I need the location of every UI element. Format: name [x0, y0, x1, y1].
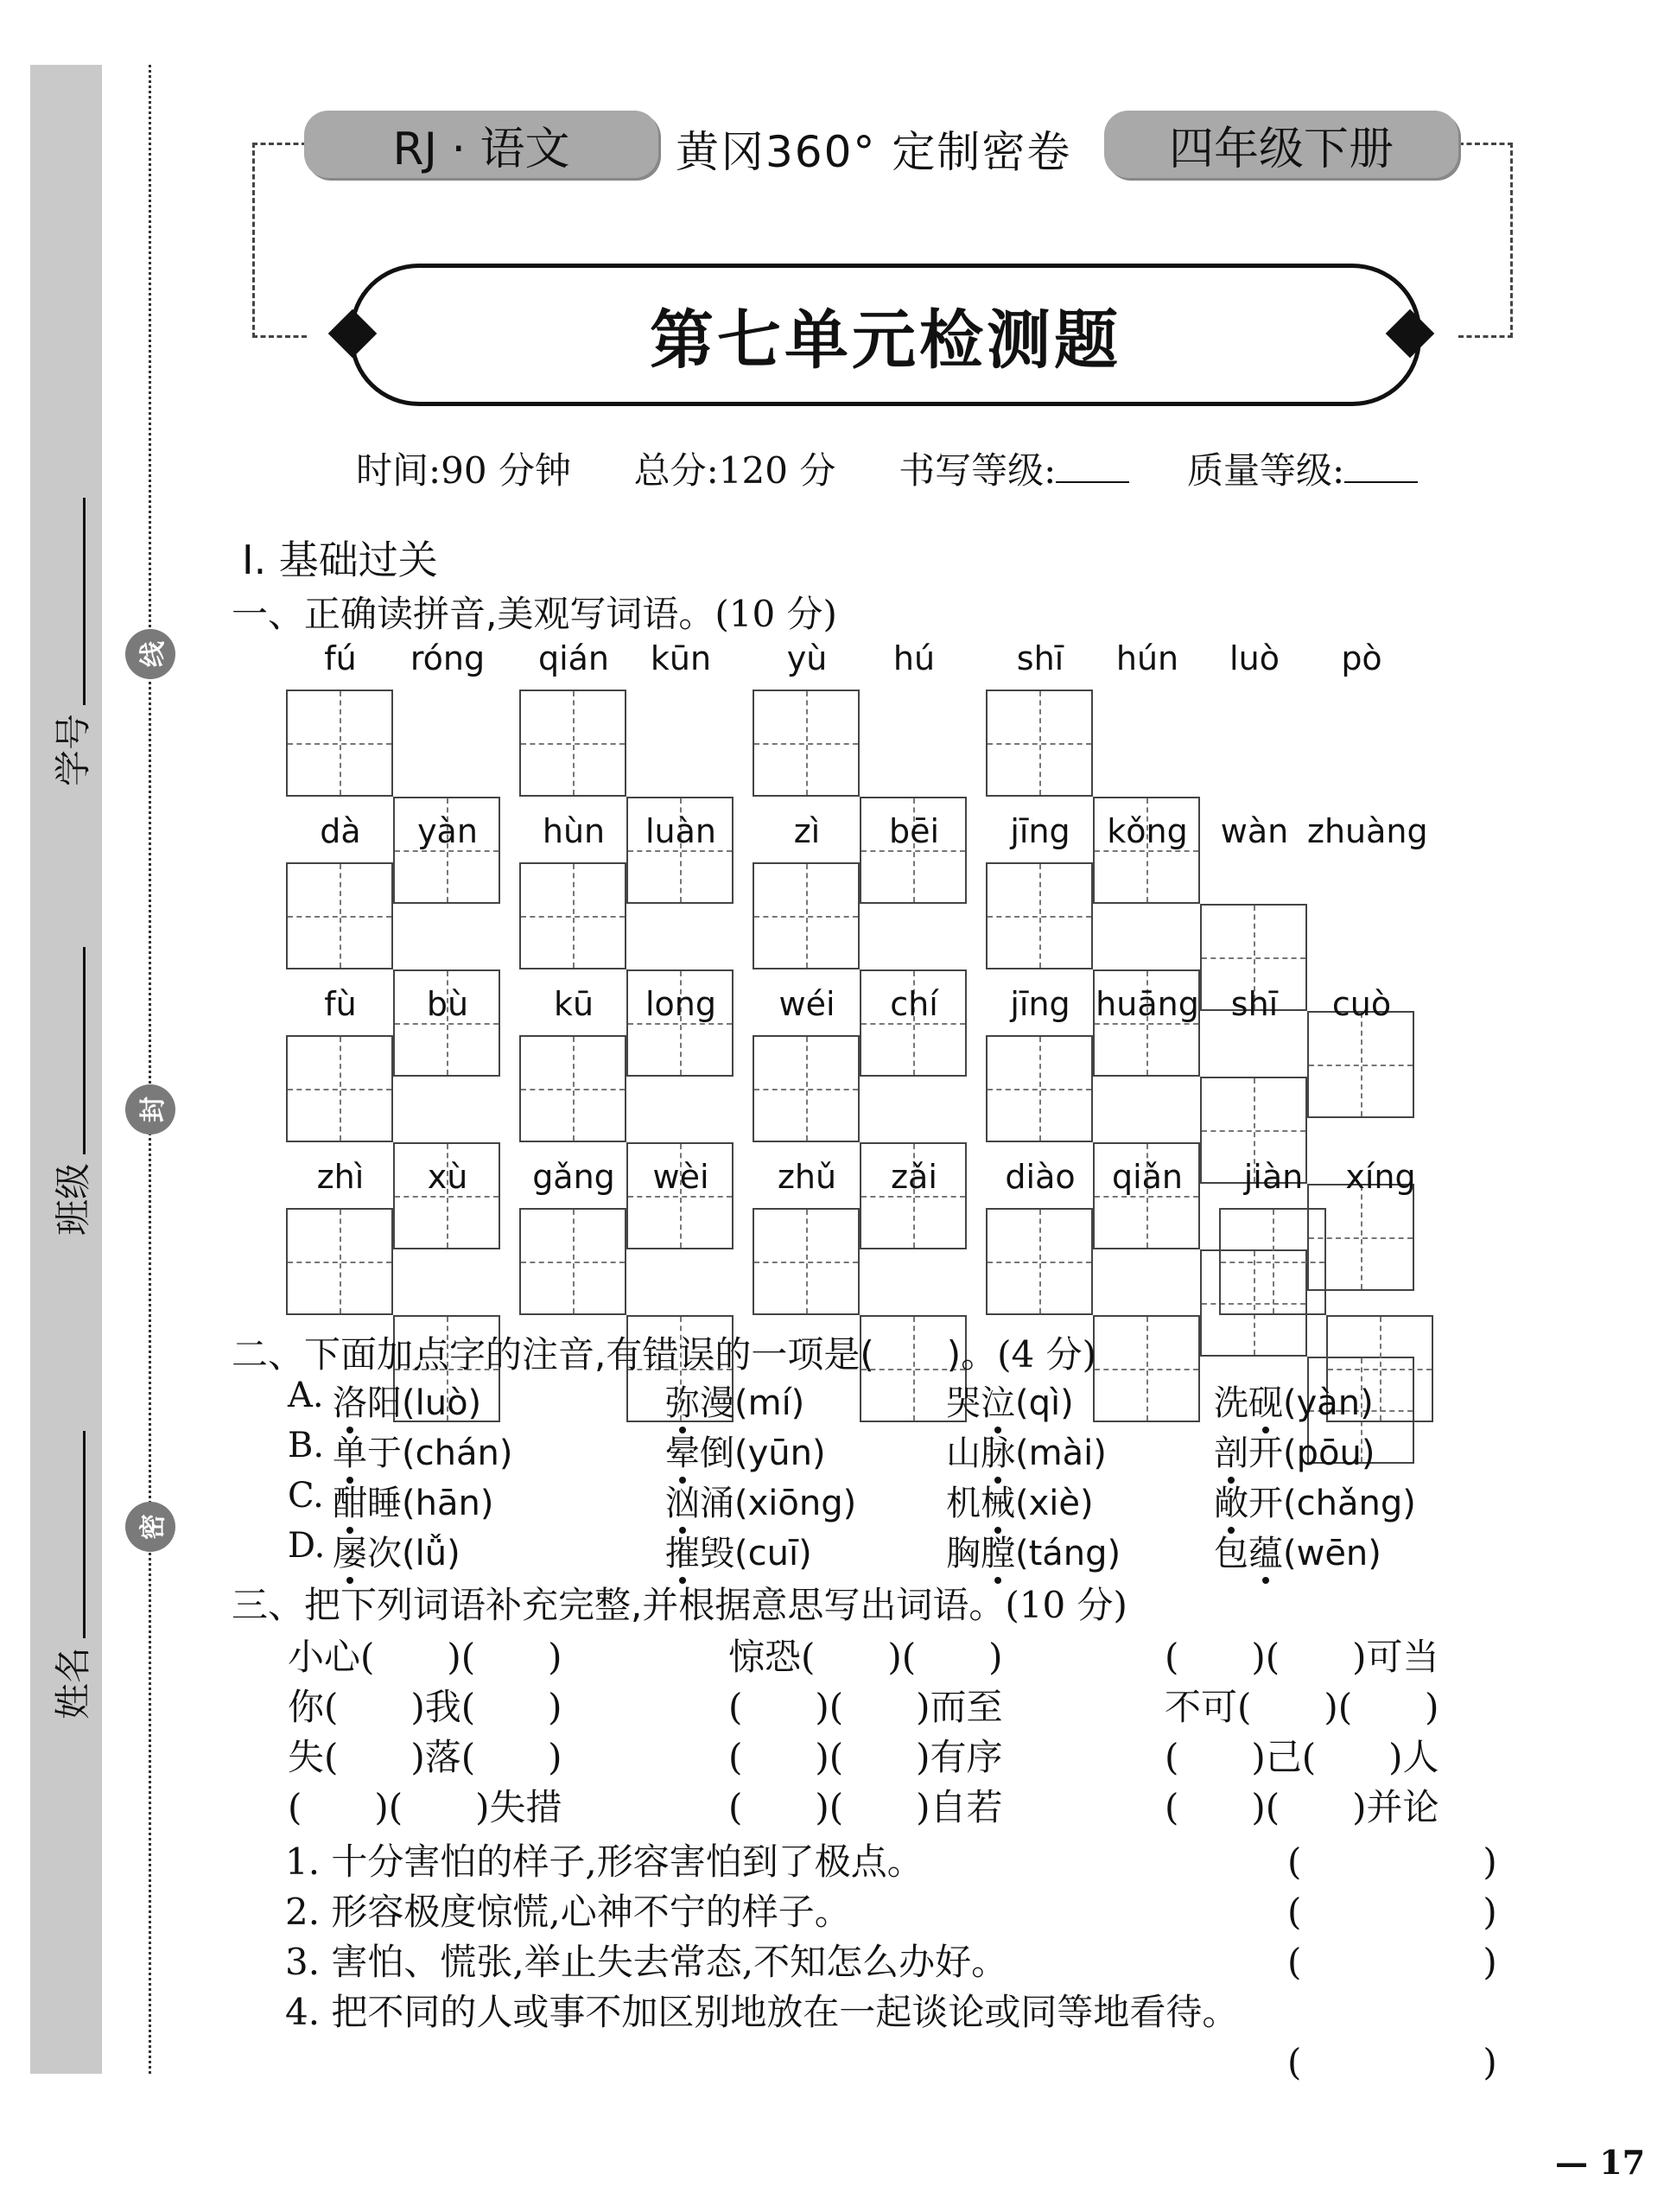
answer-blank[interactable]: ( ): [1287, 1941, 1497, 1983]
seal-line-badge: 线: [125, 629, 175, 679]
writing-cell[interactable]: [753, 862, 860, 969]
student-number-label: 学号: [52, 713, 94, 786]
option-word: 弥漫(mí): [665, 1383, 805, 1423]
option-word: 单于(chán): [333, 1433, 513, 1473]
q3-heading: [232, 1577, 1127, 1629]
meaning-text: 1. 十分害怕的样子,形容害怕到了极点。: [285, 1840, 924, 1883]
pinyin-syllable: qiǎn: [1111, 1158, 1184, 1196]
name-label: 姓名: [52, 1646, 94, 1719]
writing-cell[interactable]: [753, 1208, 860, 1315]
pinyin-syllable: zǎi: [891, 1158, 937, 1196]
pinyin-syllable: jīng: [1010, 985, 1070, 1023]
exam-total: 总分:120 分: [633, 449, 836, 492]
option-word: 敞开(chǎng): [1214, 1484, 1416, 1523]
pinyin-syllable: shī: [1230, 985, 1279, 1023]
pinyin-syllable: kū: [553, 985, 594, 1023]
writing-cell[interactable]: [519, 1208, 626, 1315]
q2-score: (4 分): [997, 1333, 1096, 1376]
class-label: 班级: [52, 1162, 94, 1236]
idiom-blank[interactable]: ( )( )失措: [288, 1786, 562, 1828]
writing-cell[interactable]: [1219, 1208, 1326, 1315]
pinyin-syllable: wàn: [1220, 812, 1289, 850]
writing-cell[interactable]: [286, 1035, 393, 1142]
writing-cell[interactable]: [286, 862, 393, 969]
page-number: — 17: [1555, 2143, 1646, 2182]
pinyin-syllable: chí: [890, 985, 938, 1023]
pinyin-syllable: cuò: [1331, 985, 1392, 1023]
pinyin-syllable: fú: [324, 639, 357, 677]
idiom-blank[interactable]: ( )( )并论: [1165, 1786, 1439, 1828]
pinyin-syllable: róng: [410, 639, 486, 677]
option-word: 洗砚(yàn): [1214, 1383, 1374, 1423]
writing-cell[interactable]: [1093, 1315, 1200, 1422]
option-label[interactable]: C.: [288, 1476, 324, 1516]
pinyin-syllable: luàn: [645, 812, 716, 850]
writing-cell[interactable]: [519, 1035, 626, 1142]
class-field: [45, 947, 97, 1236]
name-input[interactable]: [57, 1431, 86, 1638]
pinyin-syllable: pò: [1341, 639, 1382, 677]
name-field: [45, 1431, 97, 1719]
q2-heading: [232, 1326, 1096, 1378]
student-number-input[interactable]: [57, 498, 86, 705]
q1-score: (10 分): [715, 593, 837, 635]
pinyin-syllable: jiàn: [1243, 1158, 1304, 1196]
idiom-blank[interactable]: 失( )落( ): [288, 1736, 562, 1778]
pinyin-syllable: dà: [320, 812, 361, 850]
idiom-blank[interactable]: ( )( )可当: [1165, 1636, 1439, 1678]
title-banner: [350, 264, 1421, 406]
answer-blank[interactable]: ( ): [1287, 1891, 1497, 1933]
pinyin-syllable: wéi: [778, 985, 835, 1023]
writing-cell[interactable]: [753, 690, 860, 797]
idiom-blank[interactable]: 小心( )( ): [288, 1636, 562, 1678]
seal-secret-badge: 密: [125, 1502, 175, 1552]
option-word: 哭泣(qì): [946, 1383, 1074, 1423]
option-word: 胸膛(táng): [946, 1534, 1121, 1573]
pinyin-syllable: xù: [427, 1158, 468, 1196]
option-word: 汹涌(xiōng): [665, 1484, 857, 1523]
option-word: 酣睡(hān): [333, 1484, 494, 1523]
writing-cell[interactable]: [986, 1208, 1093, 1315]
idiom-blank[interactable]: 惊恐( )( ): [728, 1636, 1003, 1678]
pinyin-syllable: huāng: [1096, 985, 1199, 1023]
pinyin-syllable: kǒng: [1107, 812, 1188, 850]
writing-cell[interactable]: [986, 1035, 1093, 1142]
option-word: 屡次(lǚ): [333, 1534, 460, 1573]
writing-cell[interactable]: [986, 690, 1093, 797]
pinyin-syllable: zì: [793, 812, 821, 850]
pinyin-syllable: hú: [892, 639, 936, 677]
pinyin-syllable: yàn: [417, 812, 478, 850]
writing-cell[interactable]: [286, 1208, 393, 1315]
writing-cell[interactable]: [986, 862, 1093, 969]
pinyin-syllable: fù: [324, 985, 357, 1023]
quality-grade-blank[interactable]: [1344, 455, 1418, 483]
idiom-blank[interactable]: ( )( )而至: [728, 1686, 1003, 1728]
student-number-field: [45, 498, 97, 786]
writing-grade-blank[interactable]: [1056, 455, 1129, 483]
seal-seal-badge: 封: [125, 1084, 175, 1135]
pinyin-syllable: bēi: [888, 812, 940, 850]
meaning-text: 4. 把不同的人或事不加区别地放在一起谈论或同等地看待。: [285, 1991, 1239, 2033]
grade-pill: 四年级下册: [1104, 111, 1458, 178]
pinyin-syllable: luò: [1229, 639, 1280, 677]
option-word: 摧毁(cuī): [665, 1534, 812, 1573]
option-word: 剖开(pōu): [1214, 1433, 1375, 1473]
quality-grade-label: 质量等级:: [1186, 449, 1345, 492]
writing-grade-label: 书写等级:: [899, 449, 1057, 492]
header-dash-right: [1458, 143, 1513, 338]
pinyin-syllable: bù: [426, 985, 469, 1023]
option-word: 机械(xiè): [946, 1484, 1094, 1523]
meaning-text: 3. 害怕、慌张,举止失去常态,不知怎么办好。: [285, 1941, 1008, 1983]
pinyin-syllable: hún: [1115, 639, 1179, 677]
idiom-blank[interactable]: 不可( )( ): [1165, 1686, 1439, 1728]
page-title: 第七单元检测题: [650, 302, 1121, 378]
exam-info: [356, 442, 1418, 494]
pinyin-syllable: shī: [1016, 639, 1064, 677]
option-label[interactable]: D.: [288, 1526, 326, 1566]
option-label[interactable]: A.: [288, 1376, 324, 1415]
header-dash-left: [252, 143, 307, 338]
exam-time: 时间:90 分钟: [356, 449, 571, 492]
q1-title: 一、正确读拼音,美观写词语。: [232, 593, 715, 635]
meaning-text: 2. 形容极度惊慌,心神不宁的样子。: [285, 1891, 851, 1933]
writing-cell[interactable]: [753, 1035, 860, 1142]
q3-score: (10 分): [1005, 1584, 1127, 1626]
option-word: 山脉(mài): [946, 1433, 1107, 1473]
pinyin-syllable: zhuàng: [1307, 812, 1428, 850]
q1-heading: [232, 586, 837, 638]
q2-title: 二、下面加点字的注音,有错误的一项是( )。: [232, 1333, 998, 1376]
writing-cell[interactable]: [519, 690, 626, 797]
option-label[interactable]: B.: [288, 1426, 325, 1465]
answer-blank[interactable]: ( ): [1287, 1840, 1497, 1883]
pinyin-syllable: diào: [1005, 1158, 1076, 1196]
pinyin-syllable: kūn: [650, 639, 712, 677]
pinyin-word: [1219, 1158, 1416, 1372]
idiom-blank[interactable]: ( )己( )人: [1165, 1736, 1439, 1778]
series-title: 黄冈360° 定制密卷: [676, 127, 1072, 177]
binding-dotted-line: [149, 65, 151, 2074]
part1-title: Ⅰ. 基础过关: [242, 537, 438, 583]
class-input[interactable]: [57, 947, 86, 1154]
pinyin-syllable: yù: [786, 639, 828, 677]
idiom-blank[interactable]: ( )( )有序: [728, 1736, 1003, 1778]
idiom-blank[interactable]: ( )( )自若: [728, 1786, 1003, 1828]
pinyin-syllable: long: [645, 985, 716, 1023]
pinyin-syllable: xíng: [1345, 1158, 1416, 1196]
writing-cell[interactable]: [286, 690, 393, 797]
pinyin-syllable: wèi: [652, 1158, 709, 1196]
option-word: 晕倒(yūn): [665, 1433, 826, 1473]
idiom-blank[interactable]: 你( )我( ): [288, 1686, 562, 1728]
subject-pill: RJ · 语文: [304, 111, 658, 178]
pinyin-syllable: zhì: [316, 1158, 365, 1196]
pinyin-syllable: gǎng: [532, 1158, 615, 1196]
writing-cell[interactable]: [519, 862, 626, 969]
pinyin-syllable: zhǔ: [777, 1158, 837, 1196]
answer-blank[interactable]: ( ): [1287, 2041, 1497, 2083]
pinyin-syllable: jīng: [1010, 812, 1070, 850]
writing-cell[interactable]: [1307, 1011, 1414, 1118]
option-word: 洛阳(luò): [333, 1383, 482, 1423]
option-word: 包蕴(wēn): [1214, 1534, 1381, 1573]
q3-title: 三、把下列词语补充完整,并根据意思写出词语。: [232, 1584, 1006, 1626]
pinyin-syllable: hùn: [542, 812, 606, 850]
pinyin-syllable: qián: [537, 639, 610, 677]
